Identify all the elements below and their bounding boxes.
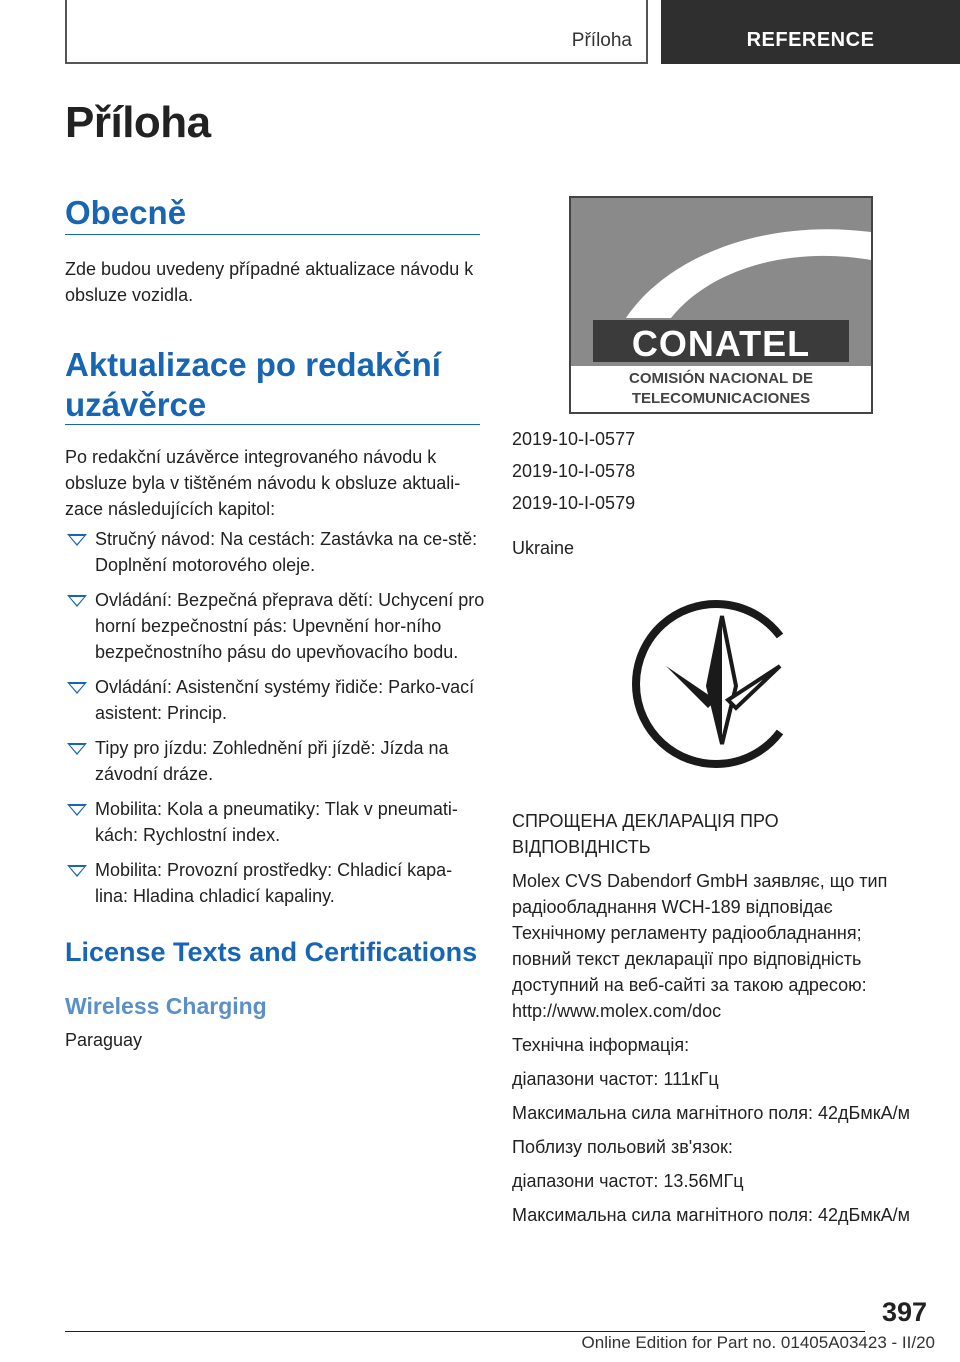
nfc-label: Поблизу польовий зв'язок: (512, 1137, 733, 1157)
heading-rule (65, 424, 480, 425)
footer-edition: Online Edition for Part no. 01405A03423 - II/20 (581, 1333, 935, 1352)
conatel-swoosh-icon (571, 198, 871, 320)
frequency-2: діапазони частот: 13.56МГц (512, 1171, 744, 1191)
aktualizace-intro: Po redakční uzávěrce integrovaného návodu k obsluze byla v tištěném návodu k obsluze aktuali-zace následujících kapitol: (65, 447, 461, 519)
header-reference-tab (661, 0, 960, 64)
conatel-brand: CONATEL (631, 323, 811, 364)
heading-obecne: Obecně (65, 194, 187, 231)
list-item (65, 526, 485, 578)
declaration-title: СПРОЩЕНА ДЕКЛАРАЦІЯ ПРО ВІДПОВІДНІСТЬ (512, 811, 779, 857)
list-item-text: Ovládání: Bezpečná přeprava dětí: Uchycení pro horní bezpečnostní pás: Upevnění hor-ního bezpečnostního pásu do upevňovacího bodu. (95, 590, 485, 662)
tech-info-label: Технічна інформація: (512, 1035, 690, 1055)
heading-rule (65, 234, 480, 235)
page-number: 397 (881, 1297, 927, 1327)
magnetic-field-1: Максимальна сила магнітного поля: 42дБмкА/м (512, 1103, 910, 1123)
cert-number: 2019-10-I-0578 (512, 461, 636, 481)
list-item-text: Tipy pro jízdu: Zohlednění při jízdě: Jízda na závodní dráze. (95, 738, 449, 784)
cert-number: 2019-10-I-0577 (512, 429, 636, 449)
heading-license: License Texts and Certifications (65, 937, 478, 967)
country-paraguay: Paraguay (65, 1030, 143, 1050)
triangle-bullet-icon (67, 595, 87, 607)
conatel-band (593, 320, 849, 362)
heading-aktualizace (65, 345, 485, 425)
triangle-bullet-icon (67, 743, 87, 755)
heading-aktualizace-line1: Aktualizace po redakční (65, 346, 441, 383)
list-item (65, 587, 485, 665)
magnetic-field-2: Максимальна сила магнітного поля: 42дБмкА/м (512, 1205, 910, 1225)
triangle-bullet-icon (67, 682, 87, 694)
list-item-text: Stručný návod: Na cestách: Zastávka na ce-stě: Doplnění motorového oleje. (95, 529, 478, 575)
ukraine-declaration (512, 808, 922, 1236)
country-ukraine: Ukraine (512, 538, 575, 558)
page-title: Příloha (65, 98, 211, 147)
list-item (65, 735, 485, 787)
conatel-subtitle (571, 366, 871, 414)
header-section-tab (65, 0, 648, 64)
list-item (65, 674, 485, 726)
list-item-text: Mobilita: Kola a pneumatiky: Tlak v pneumati-kách: Rychlostní index. (95, 799, 458, 845)
cert-number: 2019-10-I-0579 (512, 493, 636, 513)
ukraine-conformity-mark-icon (630, 594, 810, 774)
conatel-subtitle-line1: COMISIÓN NACIONAL DE (629, 370, 813, 387)
heading-aktualizace-line2: uzávěrce (65, 386, 207, 423)
footer-rule (65, 1331, 865, 1332)
list-item (65, 857, 485, 909)
triangle-bullet-icon (67, 804, 87, 816)
list-item (65, 796, 485, 848)
heading-wireless-charging: Wireless Charging (65, 993, 267, 1019)
conatel-subtitle-line2: TELECOMUNICACIONES (631, 390, 811, 407)
obecne-text: Zde budou uvedeny případné aktualizace návodu k obsluze vozidla. (65, 259, 474, 305)
frequency-1: діапазони частот: 111кГц (512, 1069, 719, 1089)
triangle-bullet-icon (67, 865, 87, 877)
aktualizace-list (65, 526, 485, 918)
conatel-logo (569, 196, 873, 414)
paraguay-cert-list (512, 426, 922, 522)
triangle-bullet-icon (67, 534, 87, 546)
declaration-text: Molex CVS Dabendorf GmbH заявляє, що тип радіообладнання WCH-189 відповідає Технічному регламенту радіообладнання; повний текст декларації про відповідність доступний на веб-сайті за такою адресою: http://www.molex.com/doc (512, 871, 888, 1021)
header-reference-label: REFERENCE (746, 29, 875, 51)
list-item-text: Ovládání: Asistenční systémy řidiče: Parko-vací asistent: Princip. (95, 677, 475, 723)
list-item-text: Mobilita: Provozní prostředky: Chladicí kapa-lina: Hladina chladicí kapaliny. (95, 860, 453, 906)
header-section-label: Příloha (571, 30, 632, 51)
